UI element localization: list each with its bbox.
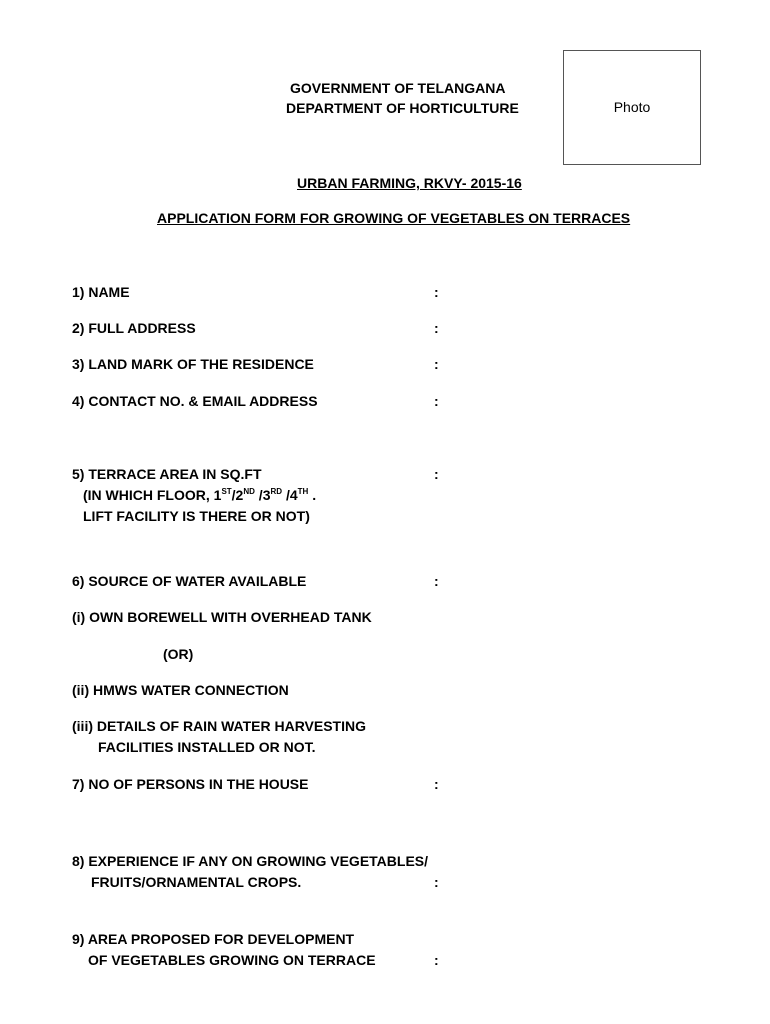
field-landmark-colon: : xyxy=(434,356,439,372)
field-water-source-label: 6) SOURCE OF WATER AVAILABLE xyxy=(72,573,307,589)
field-area-label-cont: OF VEGETABLES GROWING ON TERRACE xyxy=(88,952,376,968)
field-landmark-label: 3) LAND MARK OF THE RESIDENCE xyxy=(72,356,314,372)
field-area-label: 9) AREA PROPOSED FOR DEVELOPMENT xyxy=(72,931,355,947)
photo-box xyxy=(563,50,701,165)
field-contact-label: 4) CONTACT NO. & EMAIL ADDRESS xyxy=(72,393,318,409)
water-option-borewell: (i) OWN BOREWELL WITH OVERHEAD TANK xyxy=(72,609,372,625)
field-address-label: 2) FULL ADDRESS xyxy=(72,320,196,336)
field-address-colon: : xyxy=(434,320,439,336)
form-title: APPLICATION FORM FOR GROWING OF VEGETABLES ON TERRACES xyxy=(157,210,631,226)
field-terrace-label: 5) TERRACE AREA IN SQ.FT xyxy=(72,466,262,482)
field-water-source-colon: : xyxy=(434,573,439,589)
field-terrace-lift-note: LIFT FACILITY IS THERE OR NOT) xyxy=(83,508,310,524)
field-contact-colon: : xyxy=(434,393,439,409)
field-name-colon: : xyxy=(434,284,439,300)
field-experience-label: 8) EXPERIENCE IF ANY ON GROWING VEGETABLES/ xyxy=(72,853,429,869)
water-option-or: (OR) xyxy=(163,646,194,662)
field-persons-label: 7) NO OF PERSONS IN THE HOUSE xyxy=(72,776,309,792)
field-area-colon: : xyxy=(434,952,439,968)
photo-label: Photo xyxy=(613,99,651,115)
water-option-rainwater-cont: FACILITIES INSTALLED OR NOT. xyxy=(98,739,316,755)
field-experience-colon: : xyxy=(434,874,439,890)
header-department: DEPARTMENT OF HORTICULTURE xyxy=(286,100,519,116)
scheme-title: URBAN FARMING, RKVY- 2015-16 xyxy=(297,175,522,191)
field-terrace-colon: : xyxy=(434,466,439,482)
field-persons-colon: : xyxy=(434,776,439,792)
field-terrace-floor-note: (IN WHICH FLOOR, 1ST/2ND /3RD /4TH . xyxy=(83,487,317,503)
water-option-rainwater: (iii) DETAILS OF RAIN WATER HARVESTING xyxy=(72,718,366,734)
water-option-hmws: (ii) HMWS WATER CONNECTION xyxy=(72,682,289,698)
header-government: GOVERNMENT OF TELANGANA xyxy=(290,80,506,96)
field-experience-label-cont: FRUITS/ORNAMENTAL CROPS. xyxy=(91,874,302,890)
field-name-label: 1) NAME xyxy=(72,284,130,300)
